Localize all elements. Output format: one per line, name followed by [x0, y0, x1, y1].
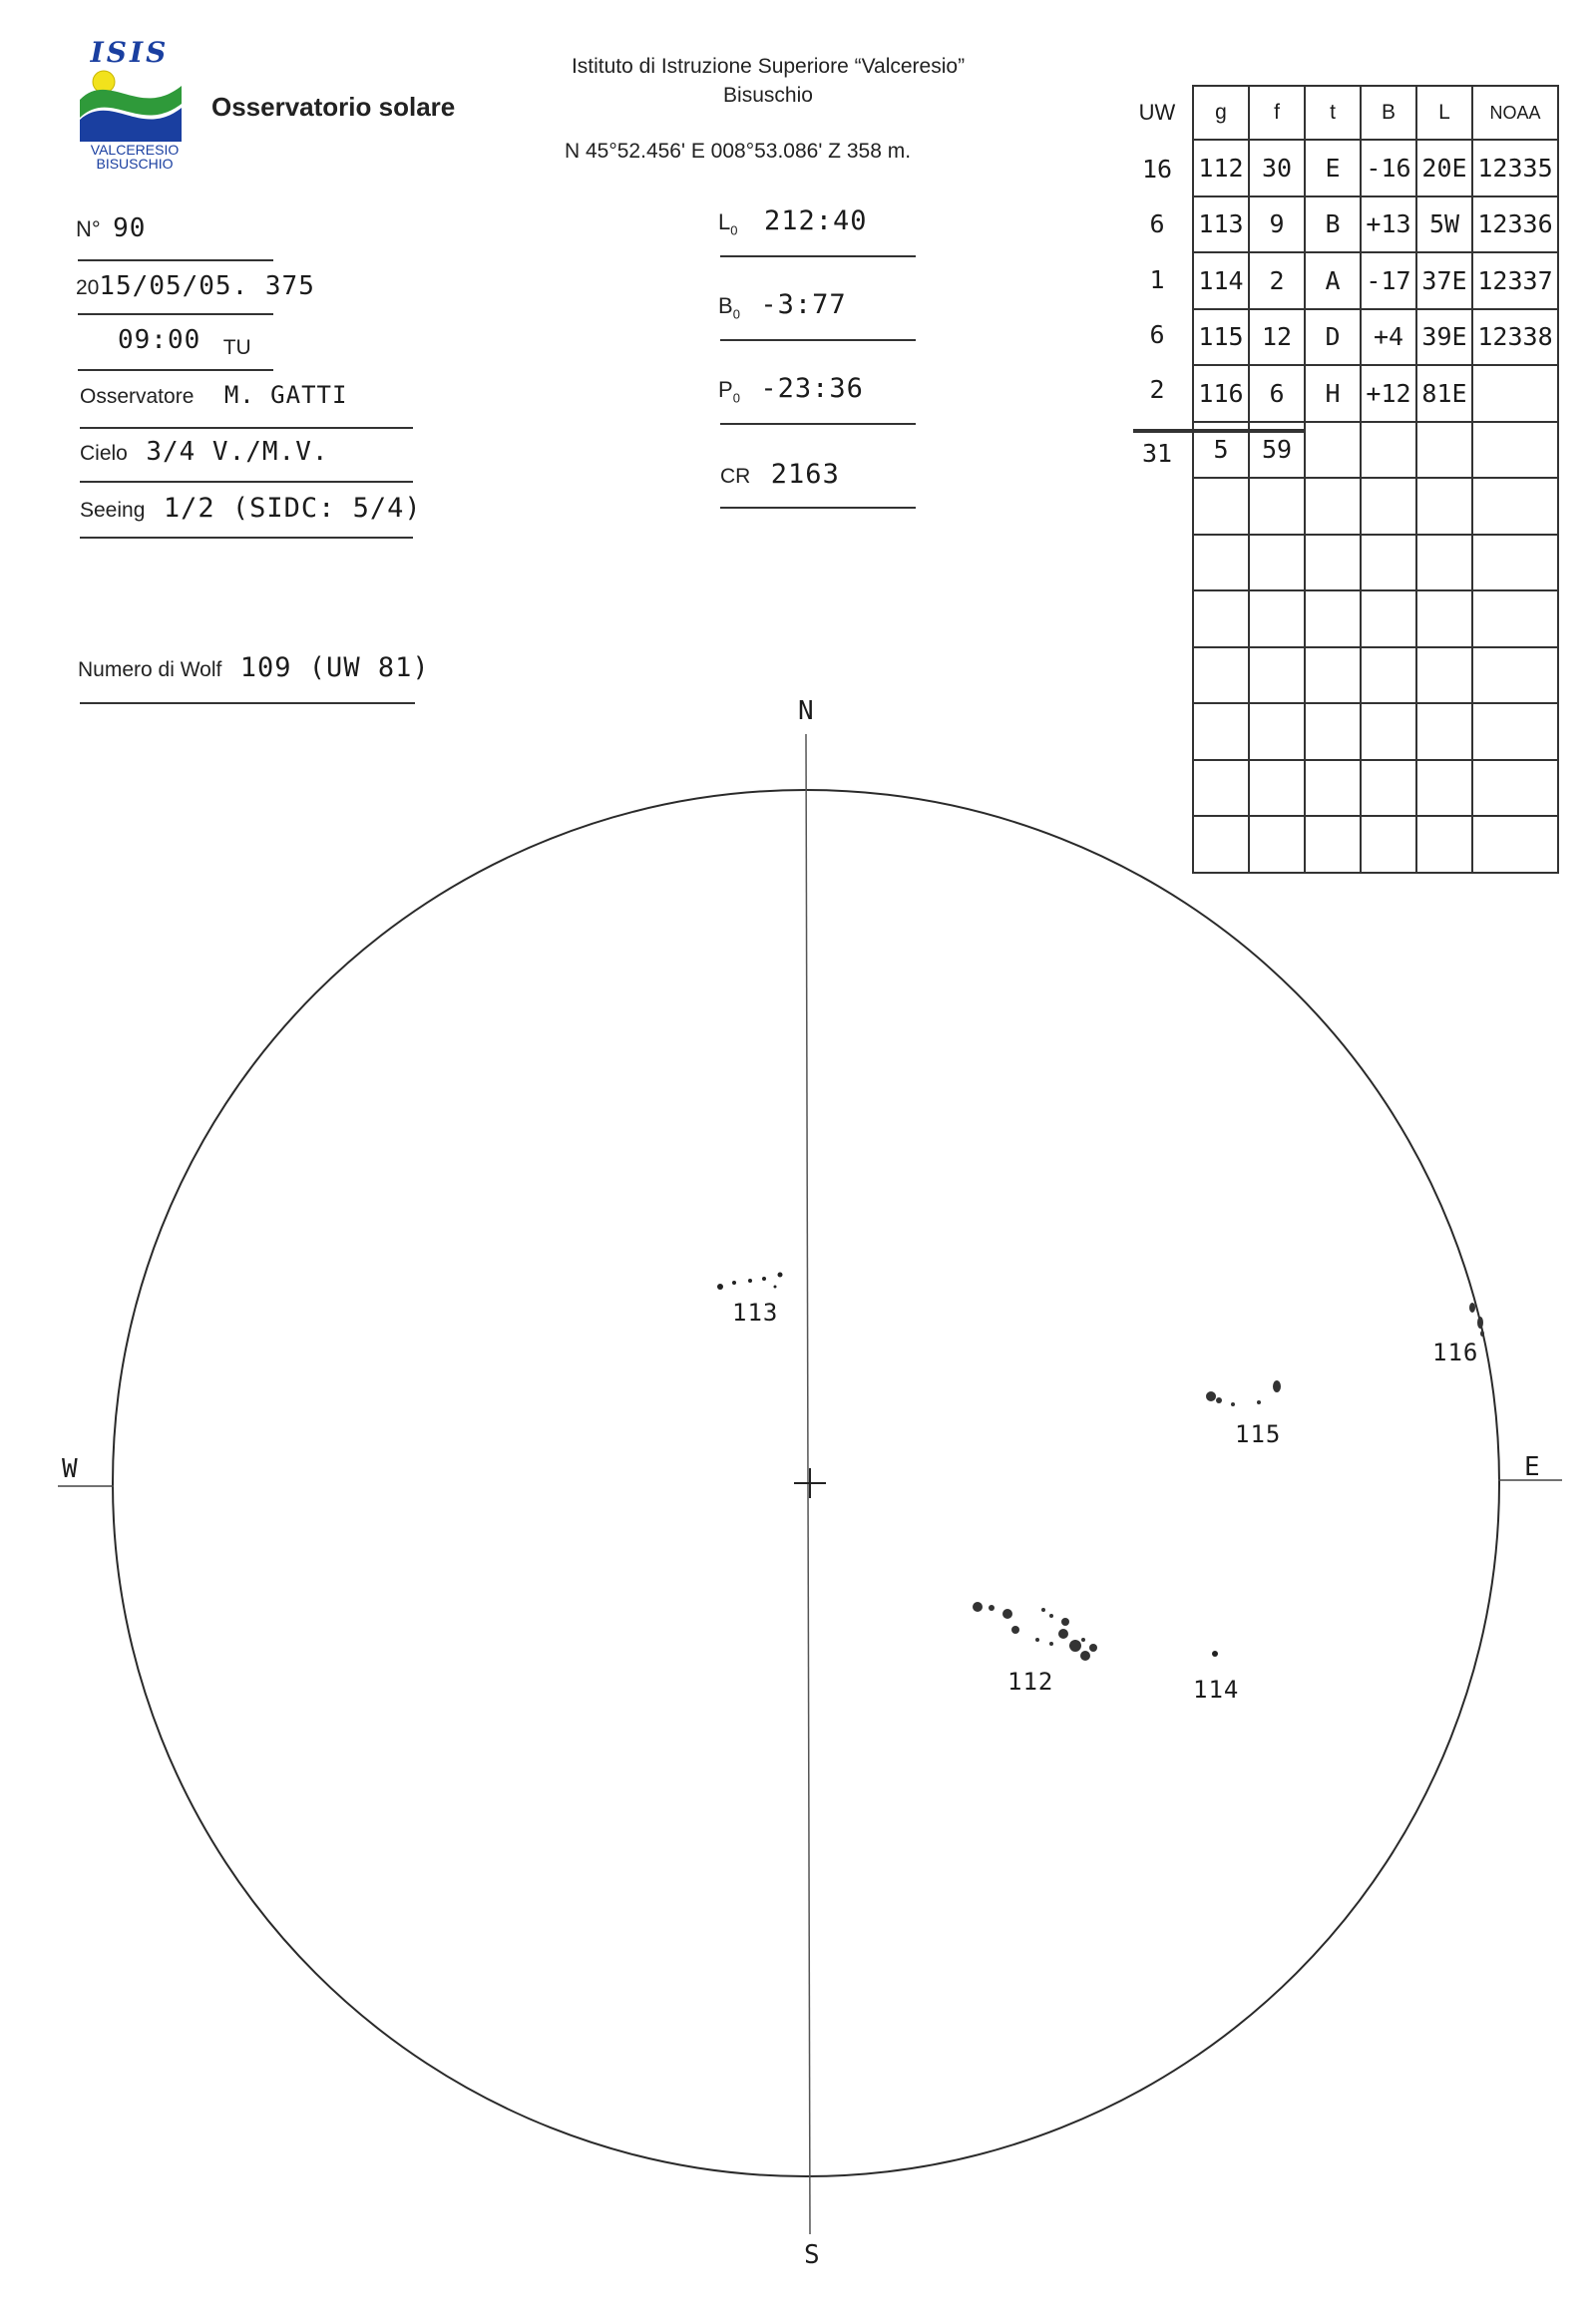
observatory-title: Osservatorio solare — [211, 92, 456, 122]
sky-field — [80, 437, 329, 467]
table-cell — [1305, 535, 1361, 591]
report-number-value: 90 — [113, 213, 147, 243]
table-cell: 9 — [1249, 196, 1305, 253]
table-cell: 114 — [1193, 252, 1249, 309]
table-cell — [1472, 647, 1558, 704]
table-row — [1193, 252, 1558, 309]
divider — [80, 702, 415, 704]
observer-field — [80, 381, 347, 409]
table-header-row — [1193, 86, 1558, 140]
table-row — [1193, 140, 1558, 196]
table-cell: 12335 — [1472, 140, 1558, 196]
table-cell: 116 — [1193, 365, 1249, 422]
solar-disk-outline — [113, 790, 1499, 2176]
table-cell — [1249, 590, 1305, 647]
logo-subtitle-2: BISUSCHIO — [96, 156, 174, 172]
sunspot-group-114 — [1212, 1651, 1218, 1657]
table-cell: 2 — [1249, 252, 1305, 309]
table-cell — [1472, 760, 1558, 817]
table-cell: 12 — [1249, 309, 1305, 366]
table-cell: 6 — [1249, 365, 1305, 422]
divider — [78, 369, 273, 371]
l0-label: $L_0$ — [718, 209, 738, 238]
table-cell — [1305, 816, 1361, 873]
observer-label: Osservatore — [80, 385, 195, 408]
table-cell — [1249, 703, 1305, 760]
seeing-field — [80, 493, 422, 524]
table-cell: 81E — [1416, 365, 1472, 422]
table-cell: H — [1305, 365, 1361, 422]
time-value: 09:00 — [118, 325, 201, 355]
col-header-noaa: NOAA — [1472, 86, 1558, 140]
wolf-number-value: 109 (UW 81) — [239, 652, 430, 683]
date-value: 15/05/05. 375 — [99, 271, 315, 301]
divider — [78, 259, 273, 261]
group-label-116: 116 — [1432, 1339, 1479, 1366]
table-cell: E — [1305, 140, 1361, 196]
divider — [720, 507, 916, 509]
table-cell: 37E — [1416, 252, 1472, 309]
table-cell — [1361, 760, 1416, 817]
wolf-number-field — [78, 652, 430, 683]
seeing-label: Seeing — [80, 499, 146, 522]
sunspot-group-113 — [717, 1273, 783, 1291]
table-cell: -16 — [1361, 140, 1416, 196]
table-cell: A — [1305, 252, 1361, 309]
table-cell — [1416, 478, 1472, 535]
table-cell — [1305, 647, 1361, 704]
table-row — [1193, 478, 1558, 535]
b0-value: -3:77 — [760, 289, 847, 320]
table-cell — [1361, 590, 1416, 647]
col-header-g: g — [1193, 86, 1249, 140]
seeing-value: 1/2 (SIDC: 5/4) — [163, 493, 422, 524]
table-cell — [1361, 703, 1416, 760]
table-cell — [1193, 590, 1249, 647]
table-cell — [1193, 647, 1249, 704]
table-cell — [1416, 535, 1472, 591]
table-cell — [1416, 590, 1472, 647]
group-label-114: 114 — [1193, 1676, 1240, 1704]
table-row — [1193, 422, 1558, 479]
table-row — [1193, 703, 1558, 760]
sunspot-group-116 — [1469, 1303, 1484, 1337]
uw-value: 2 — [1149, 375, 1165, 404]
institute-name: Istituto di Istruzione Superiore “Valceresio” — [571, 55, 966, 78]
uw-value: 6 — [1149, 209, 1165, 238]
wolf-number-label: Numero di Wolf — [78, 658, 222, 681]
group-label-115: 115 — [1235, 1420, 1282, 1448]
table-cell: 112 — [1193, 140, 1249, 196]
table-row — [1193, 309, 1558, 366]
table-row — [1193, 365, 1558, 422]
table-cell — [1416, 760, 1472, 817]
table-cell — [1193, 816, 1249, 873]
table-cell: 5W — [1416, 196, 1472, 253]
west-label: W — [62, 1454, 79, 1484]
north-label: N — [798, 696, 815, 726]
table-cell — [1361, 647, 1416, 704]
divider — [80, 481, 413, 483]
institute-location: Bisuschio — [723, 84, 813, 107]
cr-value: 2163 — [770, 459, 840, 490]
col-header-f: f — [1249, 86, 1305, 140]
table-cell: +13 — [1361, 196, 1416, 253]
divider — [80, 427, 413, 429]
divider — [80, 537, 413, 539]
table-cell: 59 — [1249, 422, 1305, 479]
south-label: S — [804, 2240, 821, 2270]
sunspot-group-112 — [973, 1602, 1097, 1661]
table-cell: 115 — [1193, 309, 1249, 366]
table-cell: -17 — [1361, 252, 1416, 309]
b0-field — [718, 289, 847, 321]
table-cell — [1305, 478, 1361, 535]
sky-value: 3/4 V./M.V. — [146, 437, 329, 467]
uw-value: 1 — [1149, 265, 1165, 294]
b0-label: $B_0$ — [718, 293, 740, 322]
time-unit: TU — [222, 336, 251, 359]
table-cell: 12338 — [1472, 309, 1558, 366]
divider — [720, 423, 916, 425]
date-field — [76, 271, 315, 301]
sunspot-groups-table — [1192, 85, 1559, 874]
p0-label: $P_0$ — [718, 377, 740, 406]
col-header-b: B — [1361, 86, 1416, 140]
table-cell: +12 — [1361, 365, 1416, 422]
col-header-l: L — [1416, 86, 1472, 140]
east-label: E — [1524, 1452, 1541, 1482]
cr-label: CR — [720, 465, 751, 488]
isis-logo-text: ISIS — [90, 36, 170, 69]
table-cell — [1361, 422, 1416, 479]
p0-field — [718, 373, 864, 405]
table-cell: D — [1305, 309, 1361, 366]
observer-value: M. GATTI — [223, 381, 348, 409]
table-cell — [1249, 535, 1305, 591]
table-cell: +4 — [1361, 309, 1416, 366]
table-cell — [1193, 760, 1249, 817]
report-number-field — [76, 213, 146, 243]
table-row — [1193, 196, 1558, 253]
table-cell — [1472, 703, 1558, 760]
observatory-coordinates: N 45°52.456' E 008°53.086' Z 358 m. — [565, 140, 912, 163]
table-cell — [1249, 760, 1305, 817]
table-cell — [1305, 703, 1361, 760]
table-cell — [1416, 422, 1472, 479]
uw-value: 6 — [1149, 320, 1165, 349]
table-cell — [1249, 478, 1305, 535]
table-cell — [1361, 816, 1416, 873]
l0-field — [718, 205, 867, 237]
table-cell — [1193, 478, 1249, 535]
group-label-112: 112 — [1007, 1668, 1054, 1696]
table-cell — [1305, 590, 1361, 647]
table-cell — [1249, 816, 1305, 873]
divider — [78, 313, 273, 315]
table-cell — [1193, 703, 1249, 760]
table-row — [1193, 535, 1558, 591]
table-cell — [1472, 535, 1558, 591]
table-cell — [1361, 478, 1416, 535]
table-cell — [1193, 535, 1249, 591]
l0-value: 212:40 — [763, 205, 868, 236]
table-cell — [1416, 647, 1472, 704]
col-header-t: t — [1305, 86, 1361, 140]
table-cell — [1249, 647, 1305, 704]
uw-value: 16 — [1141, 155, 1173, 184]
table-cell — [1416, 703, 1472, 760]
table-cell: 113 — [1193, 196, 1249, 253]
table-cell — [1416, 816, 1472, 873]
table-cell — [1305, 422, 1361, 479]
table-cell: 20E — [1416, 140, 1472, 196]
uw-total: 31 — [1141, 439, 1173, 468]
sunspot-group-115 — [1206, 1380, 1281, 1406]
table-cell: 12337 — [1472, 252, 1558, 309]
table-row — [1193, 760, 1558, 817]
table-cell — [1472, 590, 1558, 647]
table-cell — [1361, 535, 1416, 591]
table-cell — [1472, 422, 1558, 479]
p0-value: -23:36 — [760, 373, 864, 404]
divider — [720, 339, 916, 341]
carrington-rotation-field — [720, 459, 840, 490]
table-cell: 12336 — [1472, 196, 1558, 253]
table-row — [1193, 816, 1558, 873]
table-cell — [1305, 760, 1361, 817]
logo-subtitle-1: VALCERESIO — [90, 142, 180, 158]
divider — [720, 255, 916, 257]
time-field — [118, 325, 251, 359]
table-cell: 39E — [1416, 309, 1472, 366]
north-south-axis — [806, 734, 810, 2234]
table-cell: 5 — [1193, 422, 1249, 479]
table-row — [1193, 647, 1558, 704]
date-prefix: 20 — [76, 276, 100, 299]
table-cell — [1472, 478, 1558, 535]
report-number-label: N° — [76, 216, 101, 241]
table-cell: B — [1305, 196, 1361, 253]
sky-label: Cielo — [80, 442, 128, 465]
table-cell — [1472, 816, 1558, 873]
group-label-113: 113 — [732, 1299, 779, 1327]
table-cell: 30 — [1249, 140, 1305, 196]
table-row — [1193, 590, 1558, 647]
table-cell — [1472, 365, 1558, 422]
uw-header: UW — [1138, 100, 1176, 125]
